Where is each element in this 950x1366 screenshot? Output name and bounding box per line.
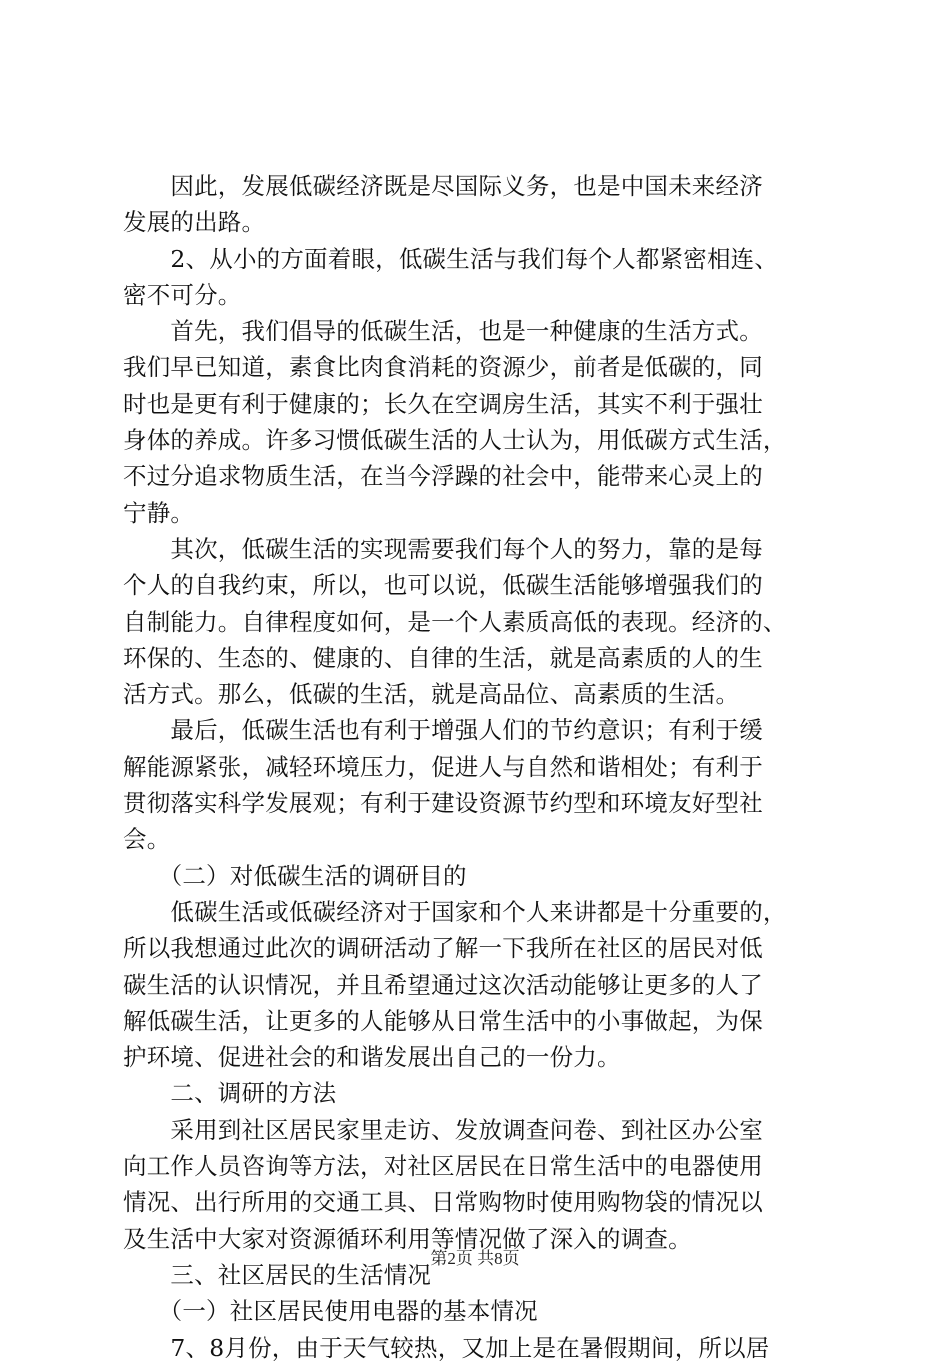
text-line: 贯彻落实科学发展观；有利于建设资源节约型和环境友好型社 (123, 789, 763, 818)
text-line: 向工作人员咨询等方法，对社区居民在日常生活中的电器使用 (123, 1152, 763, 1181)
text-line: 发展的出路。 (123, 208, 266, 237)
text-line: 会。 (123, 825, 171, 854)
text-line: （一）社区居民使用电器的基本情况 (123, 1297, 538, 1326)
text-line: （二）对低碳生活的调研目的 (123, 861, 467, 890)
text-line: 环保的、生态的、健康的、自律的生活，就是高素质的人的生 (123, 643, 763, 672)
text-line: 2、从小的方面着眼，低碳生活与我们每个人都紧密相连、 (123, 244, 779, 273)
text-line: 碳生活的认识情况，并且希望通过这次活动能够让更多的人了 (123, 970, 763, 999)
text-line: 密不可分。 (123, 280, 242, 309)
text-line: 解能源紧张，减轻环境压力，促进人与自然和谐相处；有利于 (123, 752, 763, 781)
text-line: 自制能力。自律程度如何，是一个人素质高低的表现。经济的、 (123, 607, 787, 636)
text-line: 三、社区居民的生活情况 (123, 1260, 432, 1289)
text-line: 最后，低碳生活也有利于增强人们的节约意识；有利于缓 (123, 716, 763, 745)
document-body (123, 168, 835, 1366)
text-line: 身体的养成。许多习惯低碳生活的人士认为，用低碳方式生活， (123, 426, 787, 455)
text-line: 时也是更有利于健康的；长久在空调房生活，其实不利于强壮 (123, 389, 763, 418)
text-line: 首先，我们倡导的低碳生活，也是一种健康的生活方式。 (123, 317, 763, 346)
text-line: 因此，发展低碳经济既是尽国际义务，也是中国未来经济 (123, 172, 763, 200)
text-line: 所以我想通过此次的调研活动了解一下我所在社区的居民对低 (123, 934, 763, 963)
text-line: 不过分追求物质生活，在当今浮躁的社会中，能带来心灵上的 (123, 462, 763, 491)
text-line: 其次，低碳生活的实现需要我们每个人的努力，靠的是每 (123, 534, 763, 563)
text-line: 个人的自我约束，所以，也可以说，低碳生活能够增强我们的 (123, 571, 763, 600)
text-line: 解低碳生活，让更多的人能够从日常生活中的小事做起，为保 (123, 1006, 763, 1035)
text-line: 采用到社区居民家里走访、发放调查问卷、到社区办公室 (123, 1115, 763, 1144)
text-line: 7、8月份，由于天气较热，又加上是在暑假期间，所以居 (123, 1333, 770, 1362)
text-line: 活方式。那么，低碳的生活，就是高品位、高素质的生活。 (123, 680, 740, 709)
text-line: 我们早已知道，素食比肉食消耗的资源少，前者是低碳的，同 (123, 353, 763, 382)
text-line: 二、调研的方法 (123, 1079, 337, 1108)
text-line: 宁静。 (123, 498, 195, 527)
text-line: 及生活中大家对资源循环利用等情况做了深入的调查。 (123, 1224, 692, 1253)
text-line: 情况、出行所用的交通工具、日常购物时使用购物袋的情况以 (123, 1188, 763, 1217)
text-line: 护环境、促进社会的和谐发展出自己的一份力。 (123, 1043, 621, 1072)
text-line: 低碳生活或低碳经济对于国家和个人来讲都是十分重要的， (123, 897, 787, 926)
page-footer: 第2页 共8页 (430, 1249, 520, 1268)
